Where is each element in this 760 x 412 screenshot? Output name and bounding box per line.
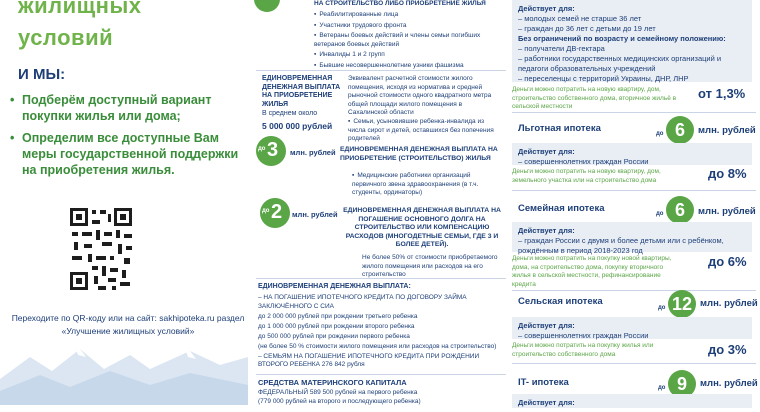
list-item: ▪ Инвалиды 1 и 2 групп: [314, 51, 504, 60]
top-conditions-box: [512, 0, 752, 82]
block5-lines: [258, 389, 504, 406]
top-box-line: – работники государственных медицинских организаций и педагоги образовательных учреждений: [518, 54, 722, 73]
l2-rate: до 6%: [708, 254, 747, 269]
divider: [512, 290, 756, 291]
l1-circle: [656, 116, 694, 144]
l4-unit: млн. рублей: [700, 378, 758, 389]
l4-box: [512, 394, 752, 408]
l4-prefix: до: [658, 385, 666, 391]
middle-column: [252, 0, 508, 405]
block1-avg-value: 5 000 000 рублей: [262, 121, 333, 131]
l2-title: Семейная ипотека: [518, 203, 605, 214]
l4-title: IT- ипотека: [518, 377, 569, 388]
block4-line: (не более 50 % стоимости жилого помещения или расходов на строительство): [258, 342, 497, 350]
top-box-title: Действует для:: [518, 4, 575, 13]
block2-unit: млн. рублей: [290, 148, 336, 157]
left-column: [0, 0, 248, 405]
l2-prefix: до: [656, 211, 664, 217]
block4-line: – НА ПОГАШЕНИЕ ИПОТЕЧНОГО КРЕДИТА ПО ДОГОВОРУ ЗАЙМА ЗАКЛЮЧЁННОГО С СИА: [258, 294, 467, 310]
l2-unit: млн. рублей: [698, 206, 756, 217]
block5-title: СРЕДСТВА МАТЕРИНСКОГО КАПИТАЛА: [258, 378, 407, 387]
l2-number: 6: [674, 200, 685, 220]
l1-number: 6: [674, 120, 685, 140]
block4-line: до 500 000 рублей при рождении первого ребенка: [258, 332, 410, 340]
top-box-line: – переселенцы с территорий Украины, ДНР, ЛНР: [518, 74, 689, 83]
top-circle: [254, 0, 280, 12]
l4-number: 9: [676, 374, 687, 394]
divider: [256, 374, 506, 375]
top-header: НА СТРОИТЕЛЬСТВО ЛИБО ПРИОБРЕТЕНИЕ ЖИЛЬЯ: [314, 0, 486, 7]
list-item: ▪ Участники трудового фронта: [314, 22, 504, 31]
block1-who: ▪ Семьи, усыновившие ребенка-инвалида из числа сирот и детей, оставшихся без попечения родителей: [348, 118, 498, 144]
l1-rate: до 8%: [708, 166, 747, 181]
divider: [256, 70, 506, 71]
l1-box-title: Действует для:: [518, 147, 575, 156]
block2-title: ЕДИНОВРЕМЕННАЯ ДЕНЕЖНАЯ ВЫПЛАТА НА ПРИОБРЕТЕНИЕ (СТРОИТЕЛЬСТВО) ЖИЛЬЯ: [340, 146, 498, 162]
list-item: ▪ Ветераны боевых действий и члены семьи погибших ветеранов боевых действий: [314, 32, 504, 49]
block1-desc: Эквивалент расчетной стоимости жилого помещения, исходя из норматива и средней рыночной стоимости одного квадратного метра общей площади жилого помещения в Сахалинской области: [348, 75, 492, 116]
l1-box: [512, 143, 752, 165]
l3-box: [512, 317, 752, 339]
l3-box-title: Действует для:: [518, 321, 575, 330]
l1-box-line: – совершеннолетних граждан России: [518, 157, 649, 166]
block4-title: ЕДИНОВРЕМЕННАЯ ДЕНЕЖНАЯ ВЫПЛАТА:: [258, 283, 411, 290]
l1-unit: млн. рублей: [698, 125, 756, 136]
block3-note: Не более 50% от стоимости приобретаемого жилого помещения или расходов на его строительство: [362, 254, 498, 278]
heading-line1: жилищных: [18, 0, 142, 18]
l1-prefix: до: [656, 131, 664, 137]
block2-number: 3: [267, 139, 279, 161]
list-item: ▪ Реабилитированные лица: [314, 11, 504, 20]
l1-title: Льготная ипотека: [518, 123, 601, 134]
qr-note: Переходите по QR-коду или на сайт: sakhipoteka.ru раздел «Улучшение жилищных условий»: [11, 313, 245, 336]
block1-avg-label: В среднем около: [262, 110, 318, 117]
l2-box-line: – граждан России с двумя и более детьми или с ребёнком, рождённым в период 2018-2023 год: [518, 236, 724, 255]
l4-box-title: Действует для:: [518, 398, 575, 407]
l2-box-title: Действует для:: [518, 226, 575, 235]
top-box-line: – граждан до 36 лет с детьми до 19 лет: [518, 24, 656, 33]
divider: [512, 363, 756, 364]
top-sub-note: Деньги можно потратить на новую квартиру, дом, строительство собственного дома, вторичное жильё в сельской местности: [512, 86, 677, 110]
block2-circle: [256, 136, 286, 166]
l3-rate: до 3%: [708, 342, 747, 357]
block2-who: ▪ Медицинские работники организаций первичного звена здравоохранения (в т.ч. студенты, ординаторы): [352, 172, 502, 198]
l3-box-line: – совершеннолетних граждан России: [518, 331, 649, 340]
heading-line2: условий: [18, 25, 114, 50]
l2-sub: Деньги можно потратить на покупку новой квартиры, дома, на строительство дома, покупку вторичного жилья в сельской местности, рефинансирование кредита: [512, 255, 672, 288]
qr-code[interactable]: [68, 206, 134, 292]
bullet-2: • Определим все доступные Вам меры государственной поддержки на приобретения жилья.: [10, 130, 242, 178]
l3-circle: [658, 290, 696, 318]
l2-circle: [656, 196, 694, 224]
block1-title: ЕДИНОВРЕМЕННАЯ ДЕНЕЖНАЯ ВЫПЛАТА НА ПРИОБРЕТЕНИЕ ЖИЛЬЯ: [262, 75, 341, 108]
top-box-line: – молодых семей не старше 36 лет: [518, 14, 642, 23]
top-rate: от 1,3%: [698, 86, 746, 101]
l3-number: 12: [671, 294, 693, 314]
block3-prefix: до: [262, 208, 270, 214]
we-heading: И МЫ:: [18, 66, 66, 83]
l3-title: Сельская ипотека: [518, 296, 603, 307]
block4-line: – СЕМЬЯМ НА ПОГАШЕНИЕ ИПОТЕЧНОГО КРЕДИТА ПРИ РОЖДЕНИИ ВТОРОГО РЕБЕНКА 276 842 рубля: [258, 352, 480, 368]
top-box-line: – получатели ДВ-гектара: [518, 44, 605, 53]
bullet-1: • Подберём доступный вариант покупки жилья или дома;: [10, 92, 242, 124]
block4-line: до 2 000 000 рублей при рождении третьего ребенка: [258, 312, 418, 320]
divider: [512, 112, 756, 113]
divider: [512, 190, 756, 191]
list-item: ▪ Бывшие несовершеннолетние узники фашизма: [314, 62, 504, 71]
mountain-illustration: [0, 335, 248, 405]
block3-unit: млн. рублей: [292, 210, 338, 219]
block2-prefix: до: [258, 146, 266, 152]
block5-line: (779 000 рублей на второго и последующего ребенка): [258, 397, 421, 405]
right-column: [508, 0, 760, 405]
divider: [256, 278, 506, 279]
block3-number: 2: [271, 201, 283, 223]
l3-prefix: до: [658, 305, 666, 311]
top-box-title2: Без ограничений по возрасту и семейному положению:: [518, 34, 726, 43]
l1-sub: Деньги можно потратить на новую квартиру, дом, земельного участка или на строительство дома: [512, 168, 661, 184]
block3-title: ЕДИНОВРЕМЕННАЯ ДЕНЕЖНАЯ ВЫПЛАТА НА ПОГАШЕНИЕ ОСНОВНОГО ДОЛГА НА СТРОИТЕЛЬСТВО ИЛИ КОМПЕНСАЦИЮ РАСХОДОВ (МНОГОДЕТНЫЕ СЕМЬИ, ГДЕ 3 И БОЛЕЕ ДЕТЕЙ).: [343, 207, 501, 248]
l3-unit: млн. рублей: [700, 298, 758, 309]
l3-sub: Деньги можно потратить на покупку жилья или строительство собственного дома: [512, 342, 654, 358]
block4-lines: [258, 294, 504, 370]
l2-box: [512, 222, 752, 255]
block5-line: ФЕДЕРАЛЬНЫЙ 589 500 рублей на первого ребенка: [258, 389, 418, 396]
block4-line: до 1 000 000 рублей при рождении второго ребенка: [258, 322, 415, 330]
top-list: [314, 11, 504, 70]
block3-circle: [260, 198, 290, 228]
